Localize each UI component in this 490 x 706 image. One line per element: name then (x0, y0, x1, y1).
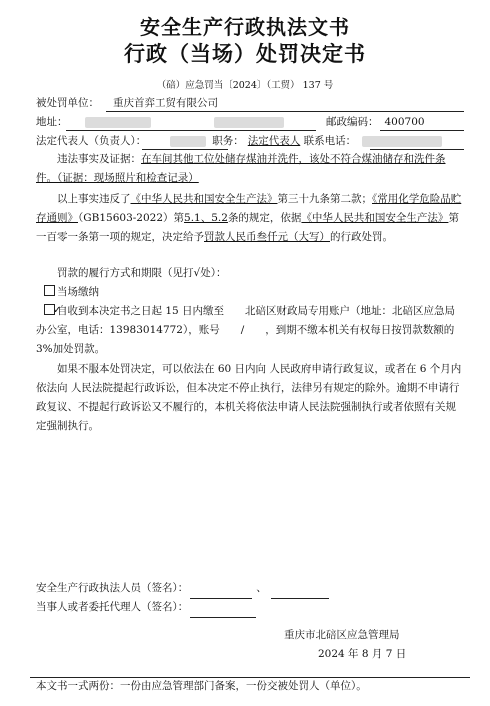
decision-text-4: 条的规定，依据 (227, 212, 302, 224)
address-redacted (85, 117, 151, 128)
address-underline (66, 130, 316, 131)
decision-text-3: （GB15603-2022）第 (78, 212, 185, 224)
officer-signature-blank-2 (271, 579, 329, 599)
party-value: 重庆首弈工贸有限公司 (113, 97, 218, 109)
representative-label: 法定代表人（负责人）： (36, 135, 147, 147)
document-number: （碚）应急罚当〔2024〕（工贸） 137 号 (156, 80, 334, 91)
postcode-value: 400700 (384, 116, 425, 128)
document-type-title: 安全生产行政执法文书 (140, 15, 350, 39)
position-value: 法定代表人 (247, 135, 301, 147)
phone-redacted (362, 136, 442, 147)
clause-reference: 5.1、5.2 (184, 212, 228, 224)
signature-separator: 、 (256, 582, 267, 594)
law-reference-2: 《常用化学危险品贮存通则》 (36, 193, 462, 224)
appeal-paragraph: 如果不服本处罚决定，可以依法在 60 日内向 人民政府申请行政复议，或者在 6 个月内依法向 人民法院提起行政诉讼，但本决定不停止执行，法律另有规定的除外。逾期不申请行政复议、不提起行政诉讼又不履行的，本机关将依法申请人民法院强制执行或者依照有关规定强制执行。 (36, 363, 462, 432)
decision-text-5: 第一百零一条第一项的规定，决定给予 (36, 212, 459, 243)
law-reference-1: 《中华人民共和国安全生产法》 (130, 193, 278, 205)
penalty-amount: 罚款人民币叁仟元（大写） (204, 231, 330, 243)
payment-option-1-label: 当场缴纳 (57, 286, 99, 298)
party-label: 被处罚单位： (36, 97, 99, 109)
payment-option-2-text: 自收到本决定书之日起 15 日内缴至 北碚区财政局专用账户（地址：北碚区应急局办公室，电话：13983014772），账号 / ，到期不缴本机关有权每日按罚款数额的 3%加处罚款。 (36, 305, 456, 355)
payment-option-transfer (36, 302, 464, 359)
officer-signature-blank-1 (190, 579, 252, 599)
decision-text-6: 的行政处罚。 (330, 231, 393, 243)
party-signature-label: 当事人或者委托代理人（签名）： (36, 601, 189, 613)
phone-label: 联系电话： (303, 135, 357, 147)
representative-redacted (170, 136, 206, 147)
payment-heading: 罚款的履行方式和期限（见打√处）： (57, 267, 227, 279)
violation-text: 在车间其他工位处储存煤油并洗件，该处不符合煤油储存和洗件条件。（证据：现场照片和检查记录） (36, 153, 446, 184)
violation-label: 违法事实及证据： (57, 153, 141, 165)
onsite-checkbox (44, 285, 55, 296)
issuing-authority: 重庆市北碚区应急管理局 (284, 629, 400, 641)
party-underline (106, 111, 464, 112)
decision-text-1: 以上事实违反了 (57, 193, 131, 205)
officer-signature-label: 安全生产行政执法人员（签名）： (36, 582, 189, 594)
issue-date: 2024 年 8 月 7 日 (318, 648, 407, 660)
violation-paragraph (36, 150, 464, 188)
party-signature-blank (190, 598, 256, 618)
payment-option-onsite (44, 283, 99, 302)
decision-paragraph (36, 190, 464, 247)
document-title: 行政（当场）处罚决定书 (124, 41, 366, 66)
footer-note: 本文书一式两份：一份由应急管理部门备案，一份交被处罚人（单位）。 (36, 680, 367, 692)
address-redacted-2 (214, 117, 284, 128)
decision-text-2: 第三十九条第二款； (277, 193, 372, 205)
law-reference-3: 《中华人民共和国安全生产法》 (301, 212, 449, 224)
postcode-underline (380, 130, 464, 131)
address-label: 地址： (36, 116, 68, 128)
postcode-label: 邮政编码： (326, 116, 379, 128)
officer-signature-row (36, 579, 329, 599)
position-label: 职务： (212, 135, 244, 147)
transfer-checkbox (44, 304, 55, 315)
party-signature-row (36, 598, 256, 618)
